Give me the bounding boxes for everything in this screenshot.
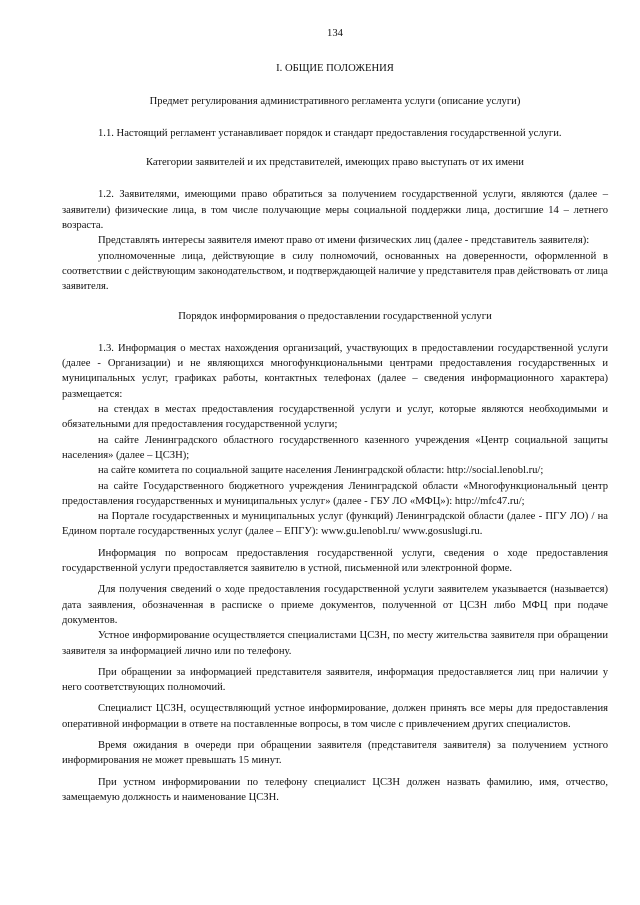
paragraph: Время ожидания в очереди при обращении заявителя (представителя заявителя) за получением устного информирования не может превышать 15 минут.	[62, 739, 608, 767]
paragraph: уполномоченные лица, действующие в силу полномочий, основанных на доверенности, оформленной в соответствии с действующим законодательством, и подтверждающей наличие у представителя прав действовать от лица заявителя.	[62, 250, 608, 293]
spacer	[62, 141, 608, 155]
page-number: 134	[327, 28, 343, 39]
paragraph: Информация по вопросам предоставления государственной услуги, сведения о ходе предоставления государственной услуги предоставляется заявителю в устной, письменной или электронной форме.	[62, 547, 608, 575]
subsection-heading: Порядок информирования о предоставлении государственной услуги	[178, 310, 492, 322]
paragraph: на стендах в местах предоставления государственной услуги и услуг, которые являются необходимыми и обязательными для предоставления государственной услуги;	[62, 404, 608, 431]
spacer	[62, 295, 608, 309]
section-title: I. ОБЩИЕ ПОЛОЖЕНИЯ	[276, 63, 394, 75]
paragraph: Для получения сведений о ходе предоставления государственной услуги заявителем указывается (называется) дата заявления, обозначенная в расписке о приеме документов, полученной от ЦСЗН либо МФЦ при подаче документов.	[62, 584, 608, 626]
paragraph: на Портале государственных и муниципальных услуг (функций) Ленинградской области (далее - ПГУ ЛО) / на Едином портале государственных услуг (далее – ЕПГУ): www.gu.lenobl.ru/ www.gosuslugi.ru.	[62, 511, 608, 538]
paragraph: 1.3. Информация о местах нахождения организаций, участвующих в предоставлении государственной услуги (далее - Организации) и не являющихся многофункциональными центрами предоставления государственных и муниципальных услуг, графиках работы, контактных телефонах (далее – сведения информационного характера) размещается:	[62, 342, 608, 400]
paragraph: При обращении за информацией представителя заявителя, информация предоставляется лиц при наличии у него соответствующих полномочий.	[62, 666, 608, 694]
paragraph: Специалист ЦСЗН, осуществляющий устное информирование, должен принять все меры для предоставления оперативной информации в ответе на поставленные вопросы, в том числе с привлечением других специалистов.	[62, 703, 608, 730]
paragraph: 1.1. Настоящий регламент устанавливает порядок и стандарт предоставления государственной услуги.	[98, 127, 562, 139]
paragraph: на сайте Ленинградского областного государственного казенного учреждения «Центр социальной защиты населения» (далее – ЦСЗН);	[62, 434, 608, 461]
paragraph: 1.2. Заявителями, имеющими право обратиться за получением государственной услуги, являются (далее – заявители) физические лица, в том числе получающие меры социальной поддержки лица, достигшие 14 – летнего возраста.	[62, 189, 608, 232]
subsection-heading: Предмет регулирования административного регламента услуги (описание услуги)	[149, 95, 521, 107]
paragraph: на сайте Государственного бюджетного учреждения Ленинградской области «Многофункциональный центр предоставления государственных и муниципальных услуг» (далее - ГБУ ЛО «МФЦ»): http://mfc47.ru/;	[62, 480, 608, 507]
document-page	[62, 26, 608, 805]
paragraph: на сайте комитета по социальной защите населения Ленинградской области: http://social.lenobl.ru/;	[98, 465, 544, 477]
subsection-heading: Категории заявителей и их представителей, имеющих право выступать от их имени	[146, 157, 524, 169]
paragraph: Устное информирование осуществляется специалистами ЦСЗН, по месту жительства заявителя при обращении заявителя за информацией лично или по телефону.	[62, 630, 608, 657]
paragraph: Представлять интересы заявителя имеют право от имени физических лиц (далее - представитель заявителя):	[98, 235, 590, 247]
paragraph: При устном информировании по телефону специалист ЦСЗН должен назвать фамилию, имя, отчество, замещаемую должность и наименование ЦСЗН.	[62, 776, 608, 803]
document-body	[62, 94, 608, 806]
